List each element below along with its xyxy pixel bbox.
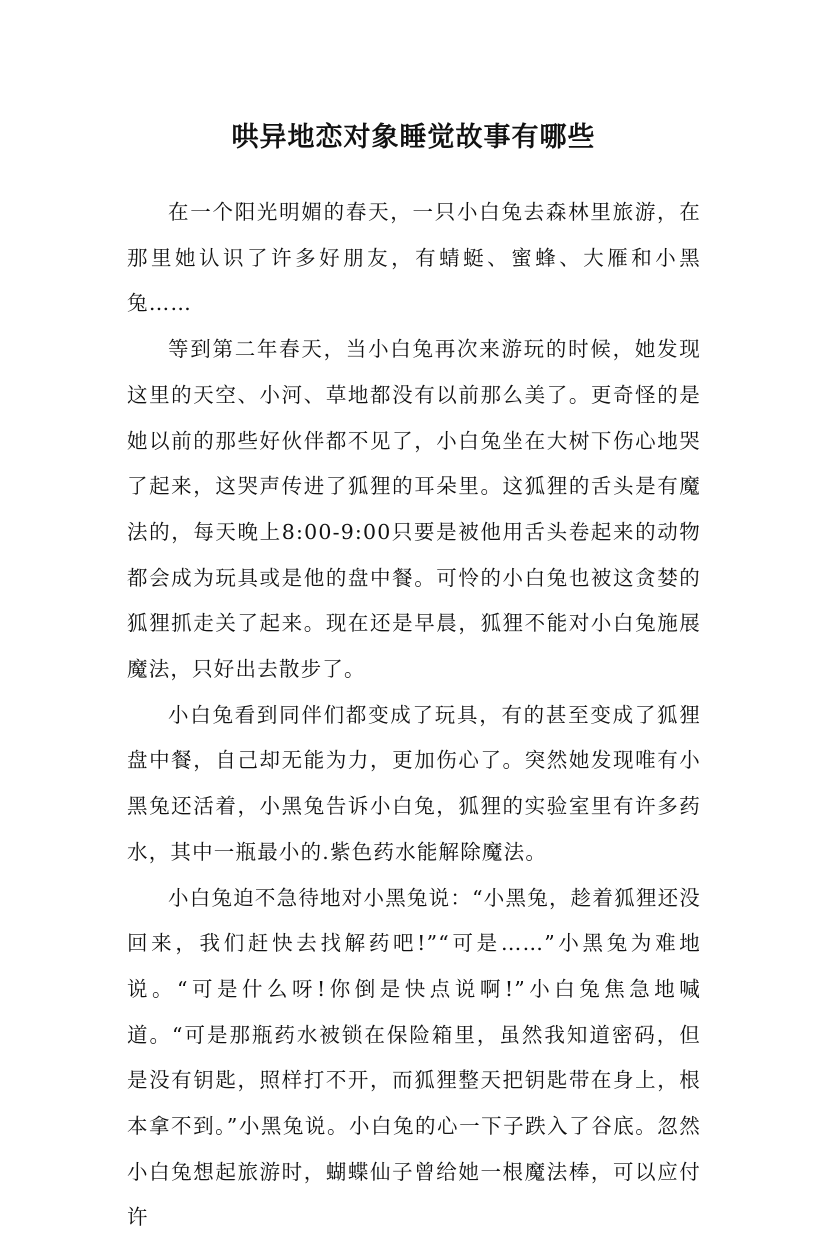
document-body — [127, 190, 701, 1241]
document-title: 哄异地恋对象睡觉故事有哪些 — [231, 122, 596, 154]
paragraph-1: 在一个阳光明媚的春天，一只小白兔去森林里旅游，在那里她认识了许多好朋友，有蜻蜓、蜜蜂、大雁和小黑兔…… — [127, 200, 701, 316]
paragraph-2: 等到第二年春天，当小白兔再次来游玩的时候，她发现这里的天空、小河、草地都没有以前那么美了。更奇怪的是她以前的那些好伙伴都不见了，小白兔坐在大树下伤心地哭了起来，这哭声传进了狐狸的耳朵里。这狐狸的舌头是有魔法的，每天晚上8:00-9:00只要是被他用舌头卷起来的动物都会成为玩具或是他的盘中餐。可怜的小白兔也被这贪婪的狐狸抓走关了起来。现在还是早晨，狐狸不能对小白兔施展魔法，只好出去散步了。 — [127, 337, 701, 682]
paragraph-4: 小白兔迫不急待地对小黑兔说：“小黑兔，趁着狐狸还没回来，我们赶快去找解药吧!”“可是……”小黑兔为难地说。“可是什么呀!你倒是快点说啊!”小白兔焦急地喊道。“可是那瓶药水被锁在保险箱里，虽然我知道密码，但是没有钥匙，照样打不开，而狐狸整天把钥匙带在身上，根本拿不到。”小黑兔说。小白兔的心一下子跌入了谷底。忽然小白兔想起旅游时，蝴蝶仙子曾给她一根魔法棒，可以应付许 — [127, 885, 701, 1230]
paragraph-3: 小白兔看到同伴们都变成了玩具，有的甚至变成了狐狸盘中餐，自己却无能为力，更加伤心了。突然她发现唯有小黑兔还活着，小黑兔告诉小白兔，狐狸的实验室里有许多药水，其中一瓶最小的.紫色药水能解除魔法。 — [127, 702, 701, 864]
